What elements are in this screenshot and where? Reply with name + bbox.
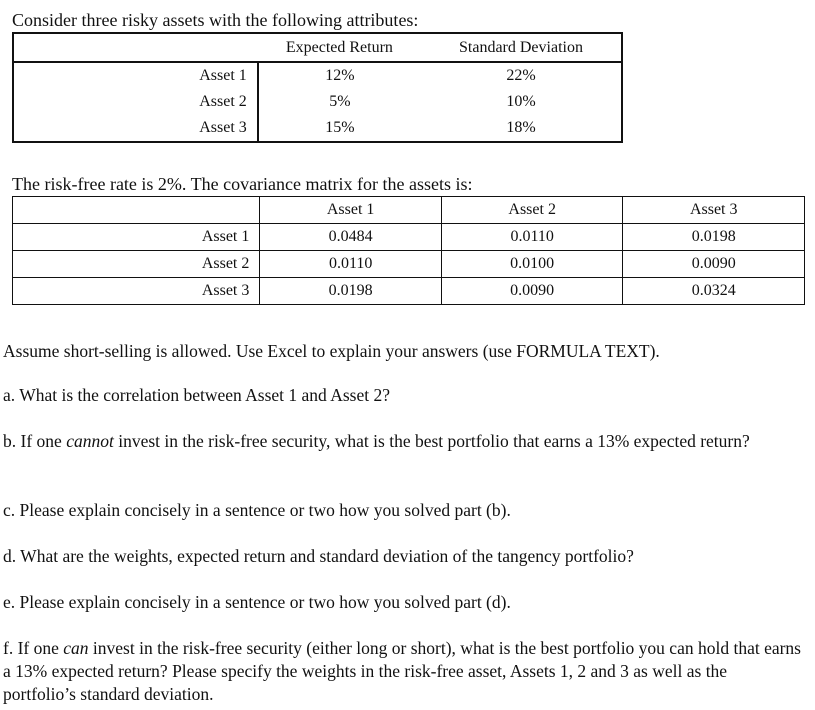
row-label: Asset 3 (13, 278, 260, 305)
covariance-cell: 0.0090 (441, 278, 623, 305)
table-header-row (13, 33, 622, 62)
table-header-row (13, 197, 805, 224)
question-f-pre: f. If one (3, 638, 64, 658)
table-row (13, 278, 805, 305)
header-blank (13, 33, 258, 62)
intro-text: Consider three risky assets with the following attributes: (12, 10, 419, 30)
covariance-cell: 0.0198 (623, 224, 805, 251)
covariance-matrix-table (12, 196, 805, 305)
expected-return-value: 12% (325, 67, 355, 84)
std-dev-value: 10% (506, 93, 536, 110)
table-row (13, 89, 622, 115)
covariance-cell: 0.0090 (623, 251, 805, 278)
question-e: e. Please explain concisely in a sentence or two how you solved part (d). (3, 592, 511, 612)
question-b (3, 430, 803, 453)
question-d: d. What are the weights, expected return and standard deviation of the tangency portfolio? (3, 546, 634, 566)
std-dev-value: 22% (506, 67, 536, 84)
question-b-pre: b. If one (3, 431, 67, 451)
row-label: Asset 2 (13, 251, 260, 278)
question-b-emphasis: cannot (66, 431, 114, 451)
covariance-cell: 0.0100 (441, 251, 623, 278)
covariance-cell: 0.0110 (441, 224, 623, 251)
expected-return-value: 5% (329, 93, 351, 110)
covariance-cell: 0.0324 (623, 278, 805, 305)
header-expected-return: Expected Return (258, 33, 421, 62)
question-c: c. Please explain concisely in a sentence or two how you solved part (b). (3, 500, 511, 520)
row-label: Asset 3 (13, 115, 258, 142)
covariance-cell: 0.0110 (260, 251, 442, 278)
table-row (13, 62, 622, 89)
std-dev-value: 18% (506, 119, 536, 136)
row-label: Asset 2 (13, 89, 258, 115)
table-row (13, 115, 622, 142)
header-standard-deviation: Standard Deviation (421, 33, 622, 62)
header-blank (13, 197, 260, 224)
header-asset-1: Asset 1 (260, 197, 442, 224)
asset-attributes-table (12, 32, 623, 143)
row-label: Asset 1 (13, 62, 258, 89)
question-f (3, 637, 803, 706)
expected-return-value: 15% (325, 119, 355, 136)
covariance-cell: 0.0198 (260, 278, 442, 305)
covariance-cell: 0.0484 (260, 224, 442, 251)
question-f-post: invest in the risk-free security (either long or short), what is the best portfolio you can hold that earns a 13% expected return? Please specify the weights in the risk-free asset, Assets 1, 2 and 3 as well as the portfolio’s standard deviation. (3, 638, 801, 704)
question-b-post: invest in the risk-free security, what is the best portfolio that earns a 13% expected return? (113, 431, 750, 451)
header-asset-3: Asset 3 (623, 197, 805, 224)
row-label: Asset 1 (13, 224, 260, 251)
header-asset-2: Asset 2 (441, 197, 623, 224)
table-row (13, 224, 805, 251)
question-a: a. What is the correlation between Asset 1 and Asset 2? (3, 385, 390, 405)
question-f-emphasis: can (63, 638, 89, 658)
table-row (13, 251, 805, 278)
instructions-text: Assume short-selling is allowed. Use Excel to explain your answers (use FORMULA TEXT). (3, 341, 660, 361)
covariance-intro-text: The risk-free rate is 2%. The covariance matrix for the assets is: (12, 174, 473, 194)
